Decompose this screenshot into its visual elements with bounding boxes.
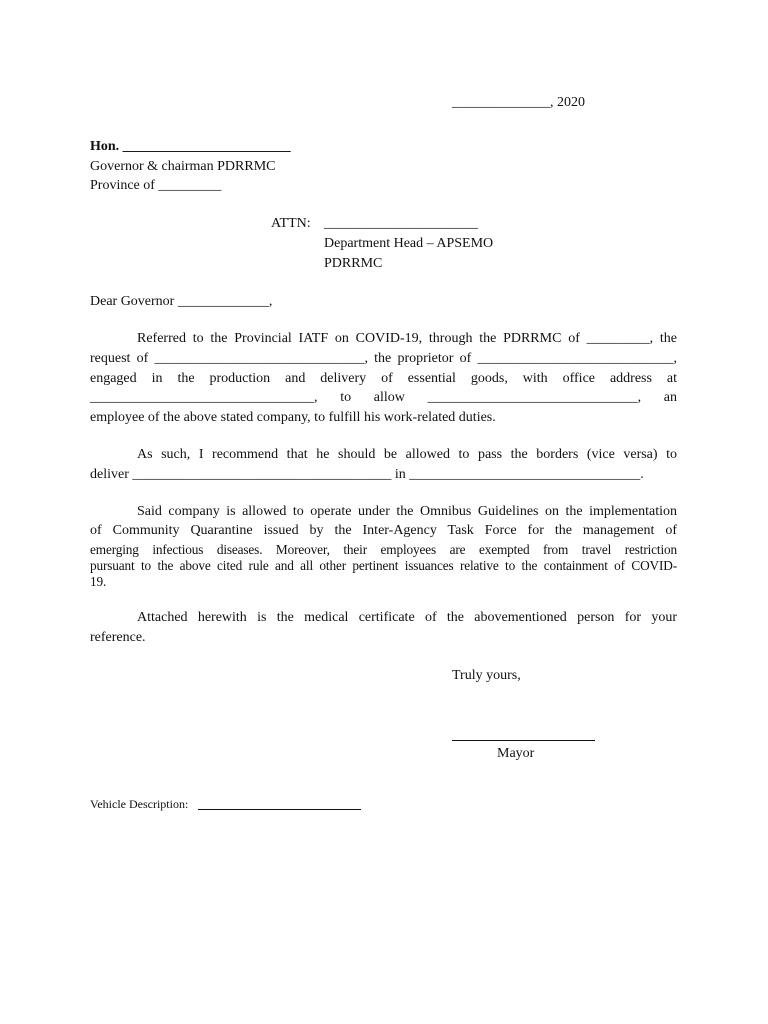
attn-department: Department Head – APSEMO bbox=[324, 236, 494, 251]
paragraph-4-line-2: reference. bbox=[90, 630, 146, 645]
date-blank: ______________ bbox=[452, 95, 550, 110]
paragraph-3-line-4: pursuant to the above cited rule and all other pertinent issuances relative to the containment of COVID- bbox=[90, 558, 677, 573]
salutation: Dear Governor _____________, bbox=[90, 294, 273, 309]
addressee-title: Governor & chairman PDRRMC bbox=[90, 159, 276, 174]
attn-label: ATTN: bbox=[271, 216, 311, 231]
paragraph-2-line-2: deliver _____________________________________ in _________________________________. bbox=[90, 467, 644, 482]
paragraph-1-line-3: engaged in the production and delivery of essential goods, with office address at bbox=[90, 371, 677, 386]
date-line bbox=[452, 95, 585, 111]
attn-blank: ______________________ bbox=[324, 216, 478, 231]
paragraph-1-line-1: Referred to the Provincial IATF on COVID-19, through the PDRRMC of _________, the bbox=[137, 331, 677, 346]
addressee-hon: Hon. ________________________ bbox=[90, 139, 291, 154]
vehicle-description-line bbox=[198, 809, 361, 810]
paragraph-3-line-5: 19. bbox=[90, 574, 107, 589]
paragraph-3-line-3: emerging infectious diseases. Moreover, their employees are exempted from travel restriction bbox=[90, 542, 677, 557]
paragraph-1-line-4: ________________________________, to allow ______________________________, an bbox=[90, 390, 677, 405]
date-year: , 2020 bbox=[550, 95, 585, 110]
paragraph-3-line-1: Said company is allowed to operate under the Omnibus Guidelines on the implementation bbox=[137, 504, 677, 519]
addressee-province: Province of _________ bbox=[90, 178, 222, 193]
paragraph-2-line-1: As such, I recommend that he should be allowed to pass the borders (vice versa) to bbox=[137, 447, 677, 462]
paragraph-4-line-1: Attached herewith is the medical certificate of the abovementioned person for your bbox=[137, 610, 677, 625]
paragraph-1-line-5: employee of the above stated company, to fulfill his work-related duties. bbox=[90, 410, 496, 425]
signature-title-mayor: Mayor bbox=[497, 746, 535, 761]
signature-line bbox=[452, 740, 595, 741]
paragraph-1-line-2: request of ______________________________, the proprietor of ____________________________, bbox=[90, 351, 677, 366]
vehicle-description-label: Vehicle Description: bbox=[90, 797, 189, 811]
attn-office: PDRRMC bbox=[324, 256, 383, 271]
paragraph-3-line-2: of Community Quarantine issued by the Inter-Agency Task Force for the management of bbox=[90, 523, 677, 538]
closing-truly-yours: Truly yours, bbox=[452, 668, 521, 683]
